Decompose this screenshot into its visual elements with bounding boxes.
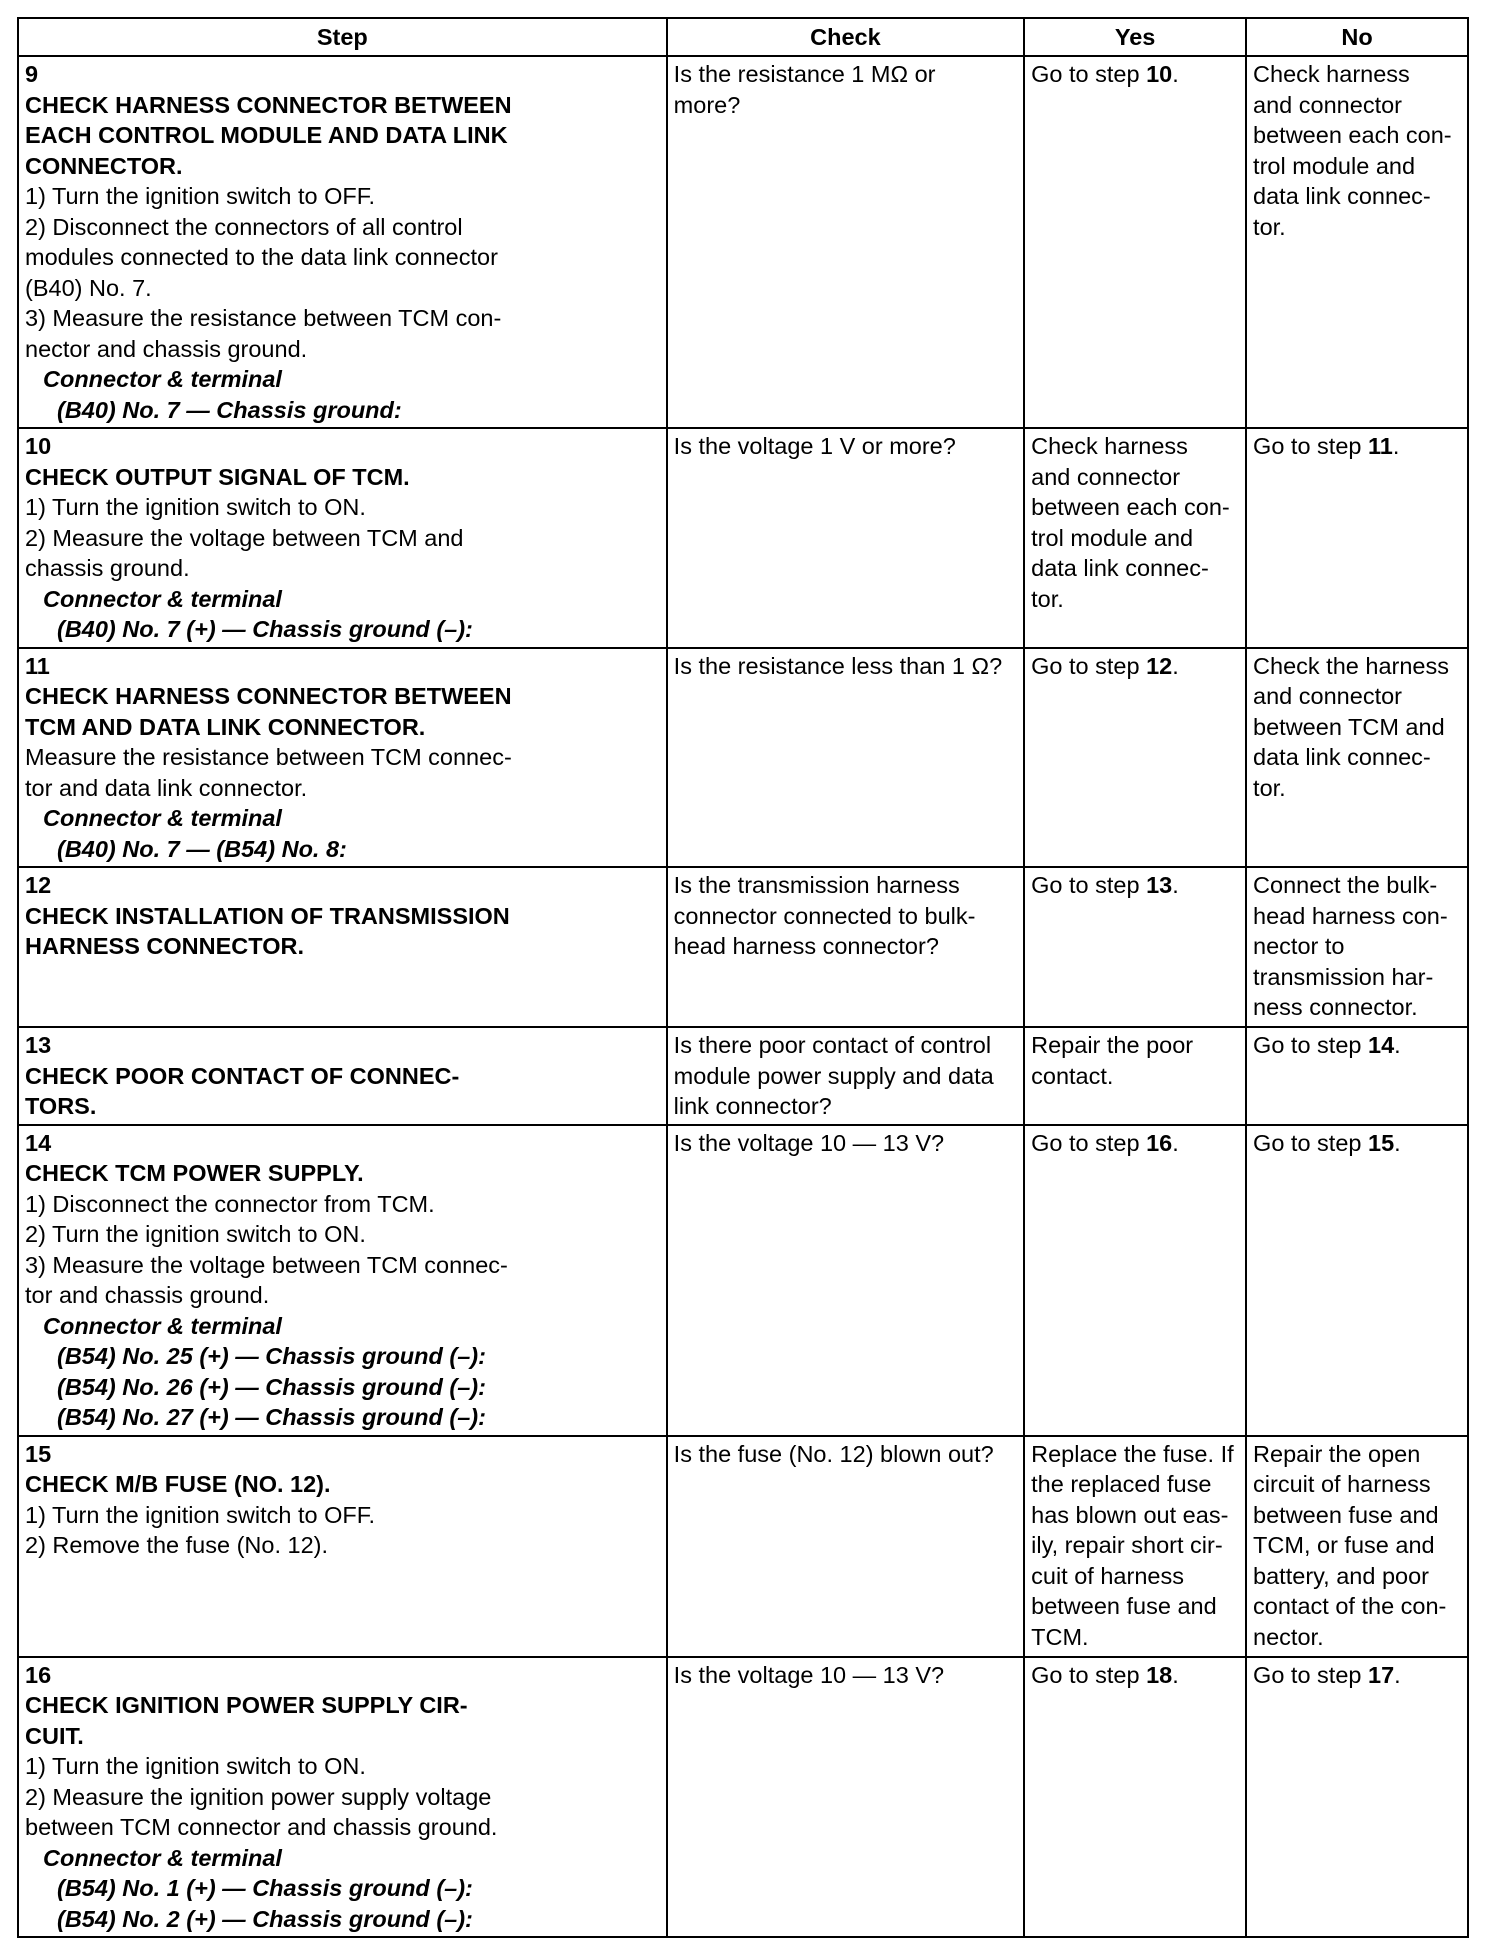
- yes-action: has blown out eas-: [1031, 1501, 1229, 1528]
- yes-action: between each con-: [1031, 494, 1230, 520]
- step-title: TCM AND DATA LINK CONNECTOR.: [25, 713, 426, 740]
- step-number: 12: [25, 872, 52, 898]
- header-yes: Yes: [1024, 18, 1246, 56]
- diagnostic-table: [17, 17, 1469, 1938]
- table-row: [18, 1027, 1468, 1125]
- step-title: CONNECTOR.: [25, 152, 183, 179]
- no-prefix: Go to step: [1253, 1032, 1368, 1058]
- step-instruction: between TCM connector and chassis ground.: [25, 1814, 498, 1840]
- yes-step-ref: 13: [1146, 872, 1173, 898]
- step-number: 10: [25, 433, 52, 459]
- yes-action: contact.: [1031, 1062, 1114, 1089]
- check-question: head harness connector?: [673, 933, 939, 959]
- no-action: head harness con-: [1253, 902, 1448, 929]
- step-cell: [18, 867, 667, 1027]
- step-instruction: modules connected to the data link connector: [25, 244, 498, 270]
- yes-suffix: .: [1172, 652, 1179, 679]
- no-action: Connect the bulk-: [1253, 872, 1438, 898]
- yes-suffix: .: [1172, 1661, 1179, 1688]
- terminal-heading: Connector & terminal: [43, 366, 282, 392]
- yes-cell: [1024, 428, 1246, 648]
- check-cell: [667, 428, 1024, 648]
- yes-suffix: .: [1172, 872, 1179, 898]
- no-suffix: .: [1394, 1129, 1401, 1156]
- terminal-heading: Connector & terminal: [43, 805, 282, 831]
- check-question: Is the fuse (No. 12) blown out?: [673, 1440, 994, 1467]
- no-prefix: Go to step: [1253, 1129, 1368, 1156]
- step-title: HARNESS CONNECTOR.: [25, 933, 304, 959]
- yes-action: between fuse and: [1031, 1593, 1217, 1619]
- step-instruction: 2) Remove the fuse (No. 12).: [25, 1532, 329, 1558]
- step-instruction: 1) Turn the ignition switch to OFF.: [25, 1501, 376, 1528]
- no-action: transmission har-: [1253, 963, 1434, 990]
- no-cell: [1246, 867, 1468, 1027]
- no-action: and connector: [1253, 91, 1402, 118]
- step-title: CHECK HARNESS CONNECTOR BETWEEN: [25, 91, 512, 118]
- step-number: 9: [25, 61, 39, 87]
- step-instruction: 2) Measure the ignition power supply voltage: [25, 1783, 492, 1810]
- yes-step-ref: 10: [1146, 61, 1173, 87]
- terminal-spec: (B54) No. 27 (+) — Chassis ground (–):: [57, 1404, 486, 1430]
- step-body: [25, 681, 547, 864]
- header-row: [18, 18, 1468, 56]
- step-number: 15: [25, 1440, 52, 1467]
- step-instruction: tor and data link connector.: [25, 774, 308, 801]
- check-question: Is the voltage 1 V or more?: [673, 433, 956, 459]
- yes-action: ily, repair short cir-: [1031, 1532, 1223, 1558]
- yes-action: Check harness: [1031, 433, 1188, 459]
- no-action: data link connec-: [1253, 744, 1431, 770]
- yes-step-ref: 12: [1146, 652, 1173, 679]
- no-action: contact of the con-: [1253, 1593, 1447, 1619]
- no-cell: [1246, 56, 1468, 428]
- no-step-ref: 15: [1368, 1129, 1395, 1156]
- terminal-spec: (B54) No. 2 (+) — Chassis ground (–):: [57, 1905, 473, 1932]
- yes-cell: [1024, 1436, 1246, 1657]
- step-instruction: chassis ground.: [25, 555, 190, 581]
- step-title: EACH CONTROL MODULE AND DATA LINK: [25, 122, 508, 148]
- step-number: 14: [25, 1129, 52, 1156]
- yes-cell: [1024, 648, 1246, 868]
- step-number: 16: [25, 1661, 52, 1688]
- step-instruction: tor and chassis ground.: [25, 1282, 270, 1308]
- check-cell: [667, 1436, 1024, 1657]
- no-action: Check harness: [1253, 61, 1410, 87]
- yes-action: data link connec-: [1031, 555, 1209, 581]
- yes-action: trol module and: [1031, 524, 1194, 551]
- yes-prefix: Go to step: [1031, 652, 1147, 679]
- no-prefix: Go to step: [1253, 433, 1368, 459]
- no-action: tor.: [1253, 213, 1286, 240]
- no-cell: [1246, 1657, 1468, 1938]
- yes-action: the replaced fuse: [1031, 1471, 1212, 1497]
- check-cell: [667, 1125, 1024, 1436]
- terminal-heading: Connector & terminal: [43, 1844, 282, 1871]
- yes-prefix: Go to step: [1031, 61, 1147, 87]
- yes-action: tor.: [1031, 585, 1064, 612]
- step-instruction: 1) Turn the ignition switch to OFF.: [25, 183, 376, 209]
- step-body: [25, 1469, 547, 1561]
- step-title: CHECK HARNESS CONNECTOR BETWEEN: [25, 683, 512, 709]
- step-instruction: nector and chassis ground.: [25, 335, 308, 362]
- no-action: circuit of harness: [1253, 1471, 1431, 1497]
- check-question: Is there poor contact of control: [673, 1032, 992, 1058]
- step-title: CHECK OUTPUT SIGNAL OF TCM.: [25, 463, 410, 490]
- step-cell: [18, 648, 667, 868]
- check-question: Is the transmission harness: [673, 872, 960, 898]
- table-body: [18, 56, 1468, 1937]
- terminal-spec: (B54) No. 25 (+) — Chassis ground (–):: [57, 1343, 486, 1369]
- step-body: [25, 901, 547, 962]
- step-body: [25, 462, 547, 645]
- yes-action: and connector: [1031, 463, 1181, 490]
- step-instruction: 3) Measure the resistance between TCM con-: [25, 305, 502, 331]
- step-title: CHECK POOR CONTACT OF CONNEC-: [25, 1062, 460, 1089]
- step-title: TORS.: [25, 1093, 97, 1119]
- table-row: [18, 1436, 1468, 1657]
- yes-action: cuit of harness: [1031, 1562, 1184, 1589]
- yes-action: Repair the poor: [1031, 1032, 1194, 1058]
- yes-suffix: .: [1172, 61, 1179, 87]
- yes-action: Replace the fuse. If: [1031, 1440, 1234, 1467]
- no-action: Check the harness: [1253, 652, 1449, 679]
- no-cell: [1246, 1436, 1468, 1657]
- check-cell: [667, 56, 1024, 428]
- no-cell: [1246, 1125, 1468, 1436]
- step-cell: [18, 1436, 667, 1657]
- no-action: data link connec-: [1253, 183, 1431, 209]
- table-row: [18, 428, 1468, 648]
- step-instruction: 2) Measure the voltage between TCM and: [25, 524, 464, 551]
- step-title: CHECK M/B FUSE (NO. 12).: [25, 1471, 331, 1497]
- no-step-ref: 14: [1368, 1032, 1395, 1058]
- check-question: Is the resistance less than 1 Ω?: [673, 652, 1003, 679]
- no-prefix: Go to step: [1253, 1661, 1368, 1688]
- no-action: and connector: [1253, 683, 1402, 709]
- step-cell: [18, 1125, 667, 1436]
- no-cell: [1246, 648, 1468, 868]
- step-instruction: 1) Turn the ignition switch to ON.: [25, 1753, 366, 1779]
- yes-step-ref: 18: [1146, 1661, 1173, 1688]
- terminal-spec: (B40) No. 7 (+) — Chassis ground (–):: [57, 616, 473, 642]
- no-action: between fuse and: [1253, 1501, 1439, 1528]
- terminal-spec: (B40) No. 7 — Chassis ground:: [57, 396, 402, 423]
- terminal-spec: (B54) No. 26 (+) — Chassis ground (–):: [57, 1373, 486, 1400]
- step-title: CHECK IGNITION POWER SUPPLY CIR-: [25, 1692, 468, 1718]
- yes-prefix: Go to step: [1031, 1661, 1147, 1688]
- no-step-ref: 17: [1368, 1661, 1395, 1688]
- step-instruction: (B40) No. 7.: [25, 274, 152, 301]
- no-action: nector.: [1253, 1623, 1324, 1650]
- table-row: [18, 648, 1468, 868]
- no-cell: [1246, 428, 1468, 648]
- terminal-spec: (B54) No. 1 (+) — Chassis ground (–):: [57, 1875, 473, 1901]
- no-action: trol module and: [1253, 152, 1416, 179]
- no-cell: [1246, 1027, 1468, 1125]
- step-instruction: 2) Disconnect the connectors of all control: [25, 213, 463, 240]
- yes-cell: [1024, 56, 1246, 428]
- step-instruction: 3) Measure the voltage between TCM connec-: [25, 1251, 508, 1278]
- yes-step-ref: 16: [1146, 1129, 1173, 1156]
- check-question: more?: [673, 91, 741, 118]
- table-row: [18, 1125, 1468, 1436]
- step-instruction: 1) Turn the ignition switch to ON.: [25, 494, 366, 520]
- check-question: link connector?: [673, 1093, 832, 1119]
- step-cell: [18, 56, 667, 428]
- check-question: module power supply and data: [673, 1062, 994, 1089]
- step-instruction: Measure the resistance between TCM connec-: [25, 744, 512, 770]
- check-cell: [667, 1657, 1024, 1938]
- yes-suffix: .: [1172, 1129, 1179, 1156]
- yes-cell: [1024, 1125, 1246, 1436]
- step-title: CHECK INSTALLATION OF TRANSMISSION: [25, 902, 510, 929]
- check-question: Is the voltage 10 — 13 V?: [673, 1129, 945, 1156]
- step-title: CHECK TCM POWER SUPPLY.: [25, 1160, 364, 1186]
- table-row: [18, 56, 1468, 428]
- step-number: 13: [25, 1032, 52, 1058]
- header-no: No: [1246, 18, 1468, 56]
- no-action: tor.: [1253, 774, 1286, 801]
- terminal-heading: Connector & terminal: [43, 1312, 282, 1339]
- step-number: 11: [25, 652, 50, 679]
- header-check: Check: [667, 18, 1024, 56]
- yes-action: TCM.: [1031, 1623, 1089, 1650]
- step-cell: [18, 428, 667, 648]
- yes-prefix: Go to step: [1031, 1129, 1147, 1156]
- check-cell: [667, 867, 1024, 1027]
- step-cell: [18, 1027, 667, 1125]
- no-action: nector to: [1253, 933, 1345, 959]
- yes-cell: [1024, 1027, 1246, 1125]
- step-title: CUIT.: [25, 1722, 84, 1749]
- check-question: Is the voltage 10 — 13 V?: [673, 1661, 945, 1688]
- no-action: between each con-: [1253, 122, 1452, 148]
- yes-cell: [1024, 1657, 1246, 1938]
- no-action: battery, and poor: [1253, 1562, 1429, 1589]
- terminal-heading: Connector & terminal: [43, 585, 282, 612]
- header-step: Step: [18, 18, 667, 56]
- yes-cell: [1024, 867, 1246, 1027]
- terminal-spec: (B40) No. 7 — (B54) No. 8:: [57, 835, 347, 862]
- check-question: Is the resistance 1 MΩ or: [673, 61, 936, 87]
- no-suffix: .: [1394, 1032, 1401, 1058]
- no-action: ness connector.: [1253, 994, 1418, 1020]
- no-step-ref: 11: [1368, 433, 1393, 459]
- check-cell: [667, 648, 1024, 868]
- no-action: Repair the open: [1253, 1440, 1421, 1467]
- step-instruction: 1) Disconnect the connector from TCM.: [25, 1190, 435, 1217]
- step-body: [25, 1690, 547, 1934]
- table-row: [18, 867, 1468, 1027]
- check-question: connector connected to bulk-: [673, 902, 976, 929]
- step-instruction: 2) Turn the ignition switch to ON.: [25, 1221, 366, 1247]
- step-cell: [18, 1657, 667, 1938]
- no-suffix: .: [1392, 433, 1400, 459]
- no-suffix: .: [1394, 1661, 1401, 1688]
- yes-prefix: Go to step: [1031, 872, 1147, 898]
- step-body: [25, 90, 547, 426]
- step-body: [25, 1158, 547, 1433]
- no-action: TCM, or fuse and: [1253, 1532, 1435, 1558]
- step-body: [25, 1061, 547, 1122]
- table-row: [18, 1657, 1468, 1938]
- no-action: between TCM and: [1253, 713, 1445, 740]
- check-cell: [667, 1027, 1024, 1125]
